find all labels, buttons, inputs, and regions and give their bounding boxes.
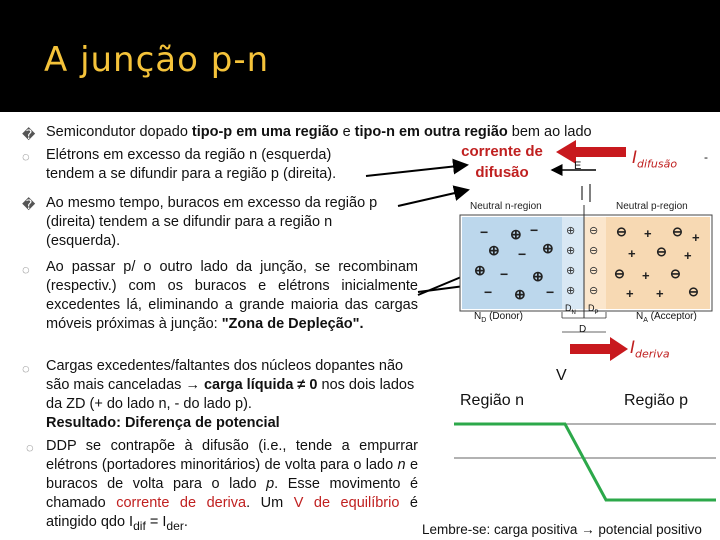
bullet-6-a: DDP se contrapõe à difusão (i.e., tende a empurrar elétrons (portadores minoritários) de volta para o lado <box>46 438 418 473</box>
lembre-note: Lembre-se: carga positiva → potencial positivo <box>422 522 702 537</box>
i-deriva-sub: deriva <box>635 347 670 361</box>
e-field-label: E <box>574 160 582 172</box>
bullet-marker: ◌ <box>26 440 34 455</box>
bullet-6-der: der <box>166 518 184 533</box>
n-region-carriers: − ⊕ − ⊕ − ⊕ ⊕ − ⊕ − ⊕ − <box>474 222 555 302</box>
neutral-n-label: Neutral n-region <box>470 201 542 212</box>
bullet-6-g: . Um <box>246 495 294 511</box>
bullet-5-text-a: Cargas excedentes/faltantes dos núcleos dopantes não são mais canceladas <box>46 358 404 393</box>
bullet-6-v: V de equilíbrio <box>293 495 400 511</box>
bullet-1-bold-p: tipo-p em uma região <box>191 124 339 140</box>
bullet-5-result: Resultado: Diferença de potencial <box>46 415 280 431</box>
bullet-4-text: Ao passar p/ o outro lado da junção, se recombinam (respectiv.) com os buracos e elétrons inicialmente excedentes lá, eliminando a grande maioria das cargas móveis próximas à junção: <box>46 259 418 332</box>
bullet-marker: � <box>22 127 36 142</box>
i-difusao-sub: difusão <box>637 157 678 171</box>
dn-d: D <box>565 303 572 313</box>
bullet-1-text-e: bem ao lado <box>507 124 592 140</box>
bullet-6-k: = I <box>145 514 167 530</box>
na-label <box>636 311 697 324</box>
deriva-arrow <box>570 337 628 361</box>
bullet-marker: ◌ <box>22 361 30 376</box>
corrente-difusao-label: corrente de difusão <box>461 143 543 181</box>
bullet-6-p: p <box>266 476 275 492</box>
bullet-1-text-a: Semicondutor dopado <box>46 124 192 140</box>
dp-sub: P <box>594 309 599 316</box>
na-paren: (Acceptor) <box>647 311 697 322</box>
bullet-6-c: e buracos de volta para o lado <box>46 457 419 492</box>
regiao-n-label: Região n <box>460 392 525 409</box>
bullet-4-bold: "Zona de Depleção". <box>221 316 364 332</box>
nd-label <box>474 311 523 324</box>
v-label: V <box>556 367 567 384</box>
bullet-6-e: . Esse movimento é chamado <box>46 476 419 511</box>
dp-d: D <box>588 303 595 313</box>
bullet-6-deriva: corrente de deriva <box>116 495 247 511</box>
bullet-6-i: é atingido qdo I <box>46 495 418 530</box>
bullet-marker: ◌ <box>22 262 30 277</box>
difusao-arrow <box>556 140 626 164</box>
p-region-carriers: ⊖ + ⊖ + + ⊖ + ⊖ + ⊖ + + ⊖ <box>614 224 700 301</box>
d-label: D <box>579 324 587 335</box>
bullet-5-text-c: nos dois lados da ZD (+ do lado n, - do lado p). <box>46 377 415 412</box>
neutral-p-label: Neutral p-region <box>616 201 688 212</box>
bullet-6-dif: dif <box>133 518 146 533</box>
nd-sub: D <box>481 317 487 324</box>
i-deriva-i: I <box>630 338 636 358</box>
dn-label <box>565 303 576 316</box>
pointer-arrow <box>398 190 468 206</box>
nd-paren: (Donor) <box>486 311 523 322</box>
bullet-marker: � <box>22 197 36 212</box>
bullet-3: Ao mesmo tempo, buracos em excesso da região p (direita) tendem a se difundir para a região n (esquerda). <box>46 195 378 249</box>
i-difusao-i: I <box>632 148 638 168</box>
bullet-2: Elétrons em excesso da região n (esquerda) tendem a se difundir para a região p (direita). <box>46 147 337 182</box>
bullet-1-bold-n: tipo-n em outra região <box>354 124 508 140</box>
potential-curve <box>454 424 716 500</box>
pointer-arrow <box>366 165 467 176</box>
dn-sub: N <box>571 309 576 316</box>
depletion-ions: ⊕ ⊖ ⊕ ⊖ ⊕ ⊖ ⊕ ⊖ <box>566 225 599 297</box>
bullet-5-bold: → carga líquida ≠ 0 <box>185 377 318 393</box>
nd-n: N <box>474 311 482 322</box>
na-sub: A <box>643 317 648 324</box>
bullet-1-text-c: e <box>338 124 355 140</box>
bullet-marker: ◌ <box>22 149 30 164</box>
regiao-p-label: Região p <box>624 392 689 409</box>
na-n: N <box>636 311 644 322</box>
bullet-6-m: . <box>183 514 188 530</box>
dp-label <box>588 303 599 316</box>
page-title: A junção p-n <box>44 40 270 80</box>
bullet-6-n: n <box>397 457 406 473</box>
dash-mark: - <box>704 150 708 164</box>
